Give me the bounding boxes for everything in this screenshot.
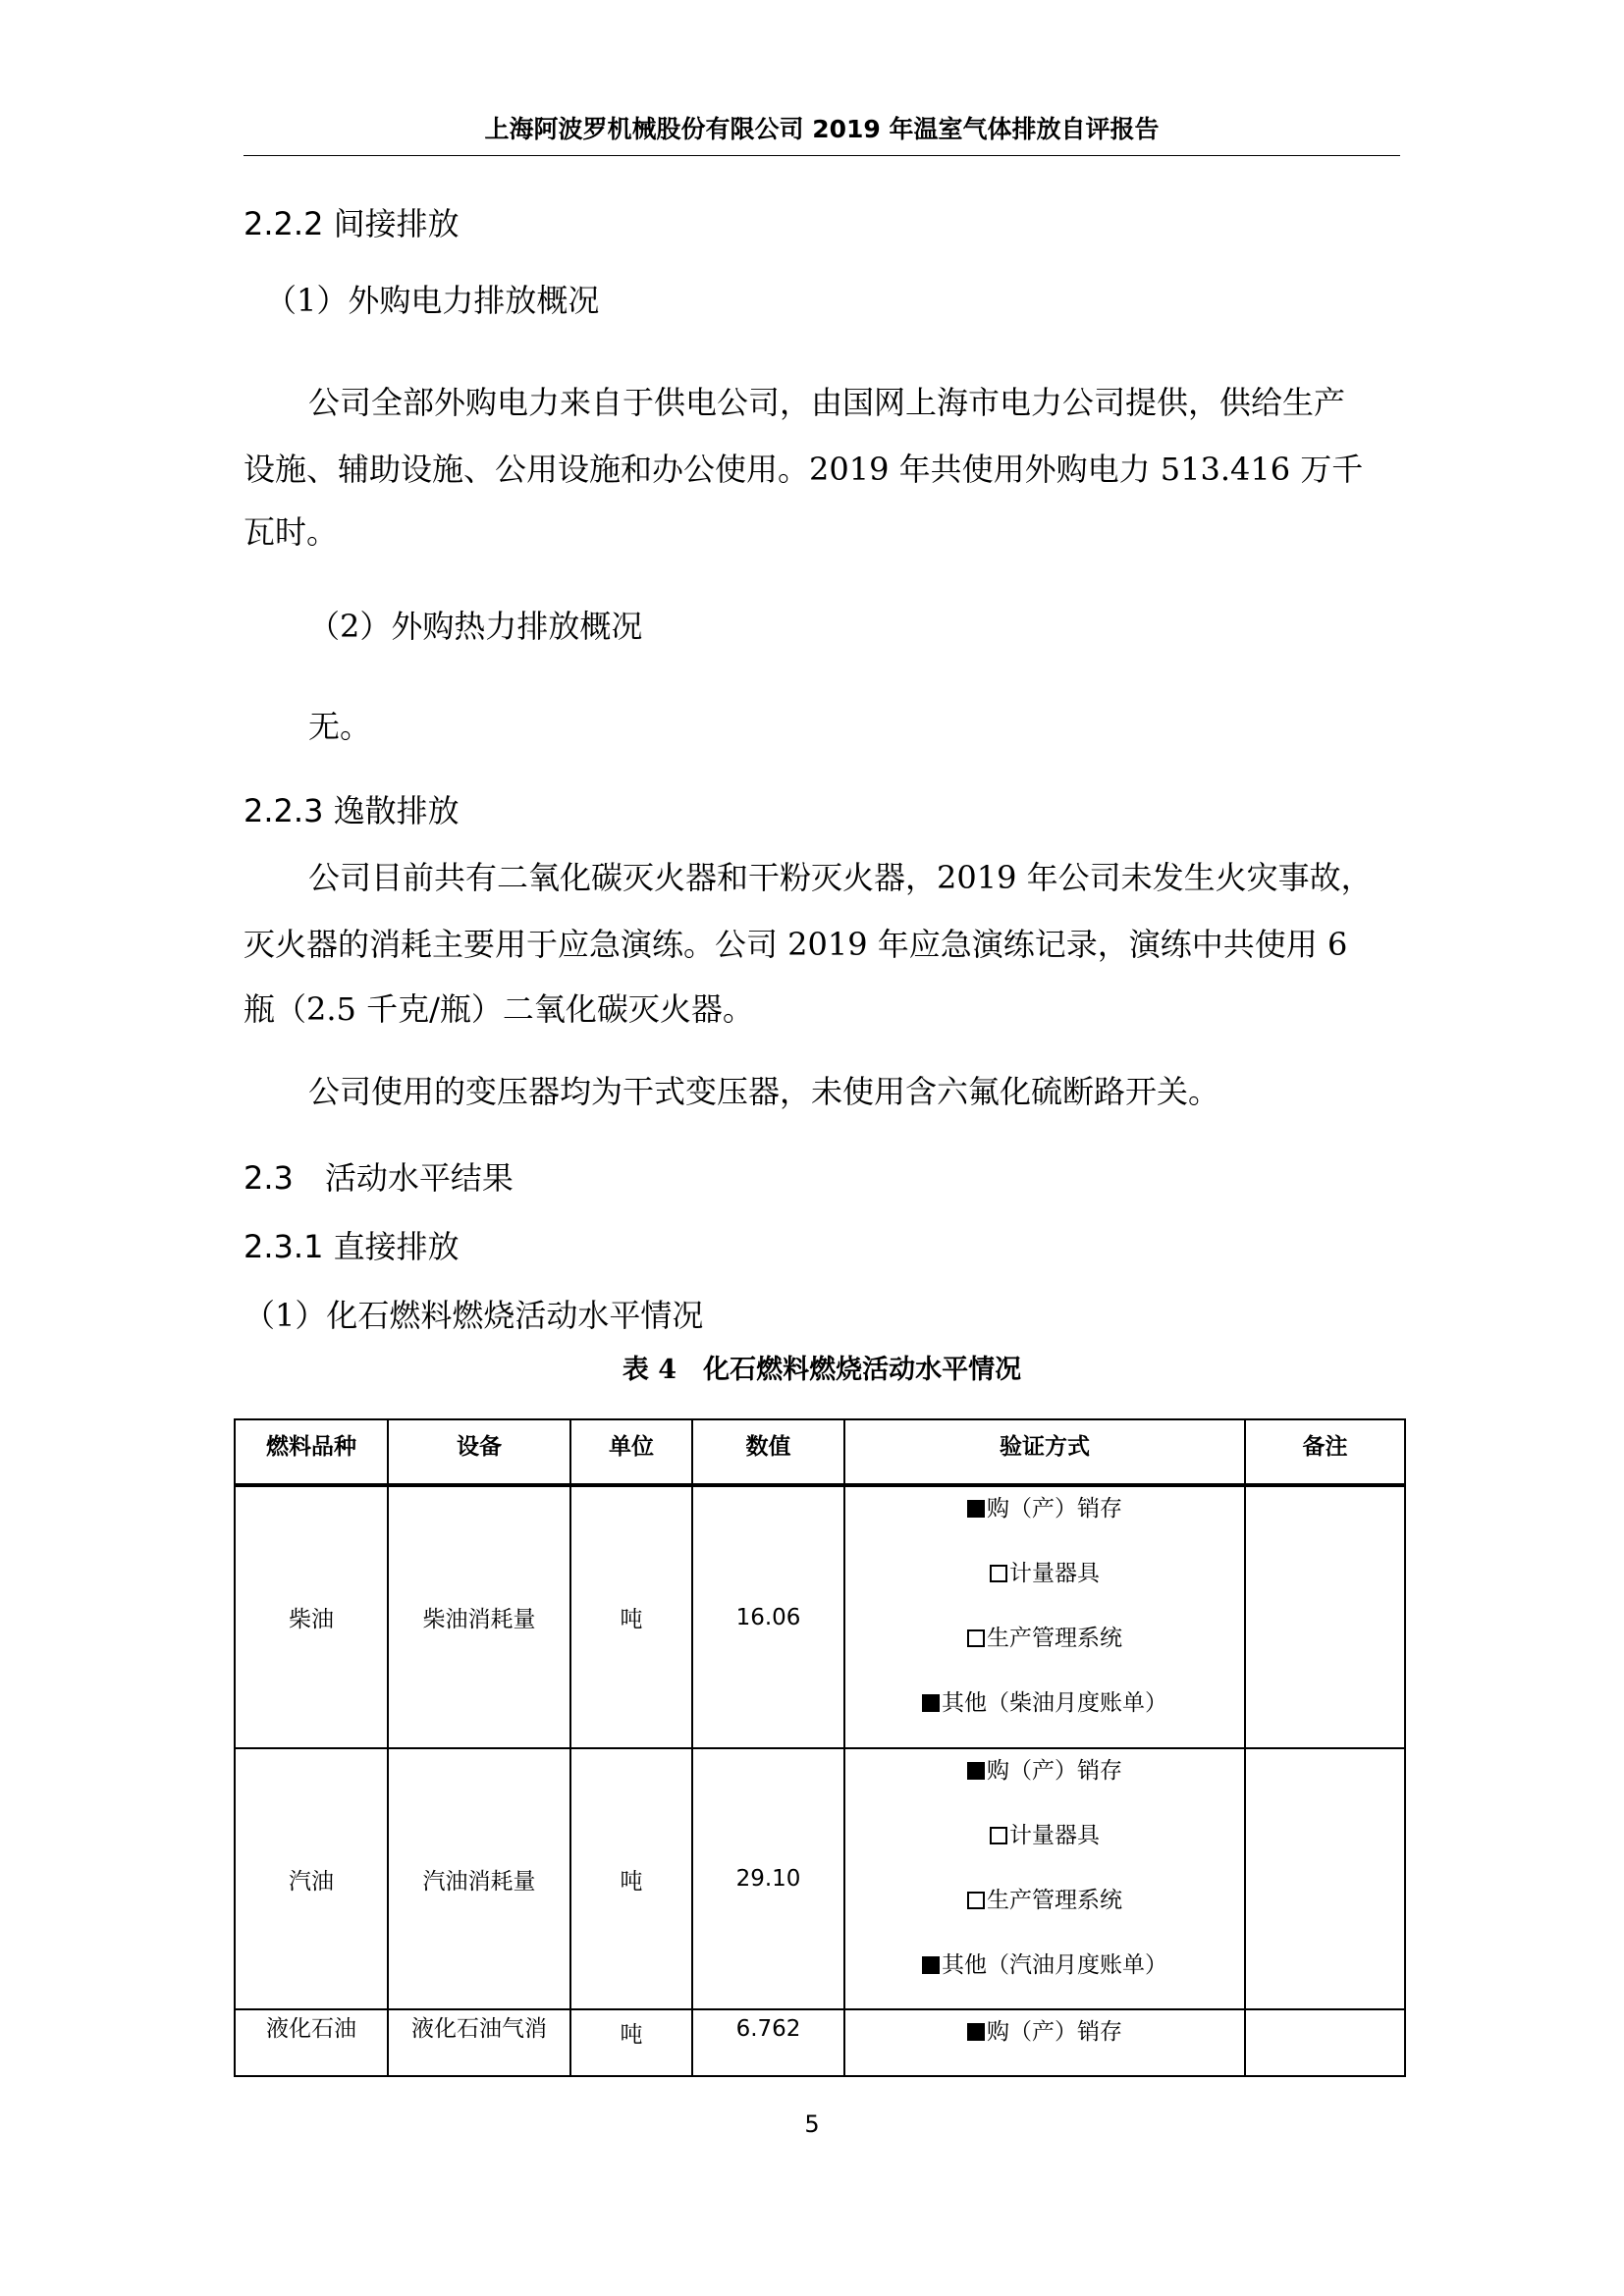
unchecked-box-icon — [967, 1892, 985, 1909]
cell-unit: 吨 — [570, 1748, 692, 2009]
verify-label: 生产管理系统 — [987, 1626, 1122, 1651]
verify-option — [967, 1487, 1122, 1552]
header-verification: 验证方式 — [844, 1419, 1245, 1484]
checked-box-icon — [922, 1956, 940, 1974]
fossil-fuel-table — [234, 1418, 1406, 2077]
verify-label: 其他（汽油月度账单） — [942, 1952, 1167, 1978]
verify-option — [967, 1617, 1122, 1682]
cell-fuel: 液化石油 — [235, 2009, 388, 2076]
unchecked-box-icon — [990, 1827, 1007, 1844]
cell-note — [1245, 2009, 1405, 2076]
verify-option — [967, 1749, 1122, 1814]
checked-box-icon — [967, 1500, 985, 1518]
table-row — [235, 1486, 1405, 1748]
cell-verification — [844, 2009, 1245, 2076]
cell-equipment: 汽油消耗量 — [388, 1748, 570, 2009]
heading-2-2-3: 2.2.3 逸散排放 — [244, 792, 460, 829]
cell-fuel: 汽油 — [235, 1748, 388, 2009]
table-row — [235, 1748, 1405, 2009]
paragraph-electricity-line-1: 公司全部外购电力来自于供电公司，由国网上海市电力公司提供，供给生产 — [308, 384, 1346, 421]
verify-label: 购（产）销存 — [987, 2019, 1122, 2045]
cell-verification — [844, 1748, 1245, 2009]
unchecked-box-icon — [990, 1565, 1007, 1582]
verify-label: 其他（柴油月度账单） — [942, 1690, 1167, 1716]
cell-fuel: 柴油 — [235, 1486, 388, 1748]
verify-option — [990, 1552, 1100, 1617]
header-rule — [244, 155, 1400, 156]
header-unit: 单位 — [570, 1419, 692, 1484]
cell-unit: 吨 — [570, 1486, 692, 1748]
paragraph-transformer: 公司使用的变压器均为干式变压器，未使用含六氟化硫断路开关。 — [308, 1073, 1220, 1110]
paragraph-fugitive-line-2: 灭火器的消耗主要用于应急演练。公司 2019 年应急演练记录，演练中共使用 6 — [244, 926, 1348, 963]
verify-label: 计量器具 — [1009, 1823, 1100, 1848]
header-value: 数值 — [692, 1419, 844, 1484]
cell-value: 6.762 — [692, 2009, 844, 2076]
cell-note — [1245, 1748, 1405, 2009]
checked-box-icon — [967, 2023, 985, 2041]
checked-box-icon — [922, 1694, 940, 1712]
table-caption: 表 4 化石燃料燃烧活动水平情况 — [622, 1355, 1022, 1385]
verify-option — [922, 1682, 1167, 1746]
paragraph-electricity-line-2: 设施、辅助设施、公用设施和办公使用。2019 年共使用外购电力 513.416 万千 — [244, 451, 1364, 488]
heading-2-2-2: 2.2.2 间接排放 — [244, 205, 460, 242]
paragraph-fugitive-line-1: 公司目前共有二氧化碳灭火器和干粉灭火器，2019 年公司未发生火灾事故， — [308, 859, 1373, 896]
subheading-heat: （2）外购热力排放概况 — [308, 608, 643, 645]
paragraph-electricity-line-3: 瓦时。 — [244, 513, 339, 551]
table-row — [235, 2009, 1405, 2076]
header-equipment: 设备 — [388, 1419, 570, 1484]
subheading-fossil-fuel: （1）化石燃料燃烧活动水平情况 — [244, 1297, 704, 1334]
cell-verification — [844, 1486, 1245, 1748]
verify-label: 生产管理系统 — [987, 1888, 1122, 1913]
cell-value: 16.06 — [692, 1486, 844, 1748]
cell-equipment: 液化石油气消 — [388, 2009, 570, 2076]
page-header: 上海阿波罗机械股份有限公司 2019 年温室气体排放自评报告 — [484, 115, 1160, 143]
subheading-electricity: （1）外购电力排放概况 — [265, 282, 600, 319]
verify-option — [922, 1944, 1167, 2008]
cell-value: 29.10 — [692, 1748, 844, 2009]
cell-note — [1245, 1486, 1405, 1748]
unchecked-box-icon — [967, 1629, 985, 1647]
cell-equipment: 柴油消耗量 — [388, 1486, 570, 1748]
heading-2-3: 2.3 活动水平结果 — [244, 1159, 514, 1197]
checked-box-icon — [967, 1762, 985, 1780]
paragraph-heat: 无。 — [308, 708, 372, 745]
verify-label: 购（产）销存 — [987, 1496, 1122, 1522]
verify-option — [990, 1814, 1100, 1879]
table-header-row — [235, 1419, 1405, 1484]
verify-option — [967, 2010, 1122, 2075]
header-note: 备注 — [1245, 1419, 1405, 1484]
verify-option — [967, 1879, 1122, 1944]
heading-2-3-1: 2.3.1 直接排放 — [244, 1228, 460, 1265]
header-fuel: 燃料品种 — [235, 1419, 388, 1484]
paragraph-fugitive-line-3: 瓶（2.5 千克/瓶）二氧化碳灭火器。 — [244, 990, 754, 1028]
verify-label: 计量器具 — [1009, 1561, 1100, 1586]
verify-label: 购（产）销存 — [987, 1758, 1122, 1784]
page-number: 5 — [804, 2110, 820, 2138]
cell-unit: 吨 — [570, 2009, 692, 2076]
